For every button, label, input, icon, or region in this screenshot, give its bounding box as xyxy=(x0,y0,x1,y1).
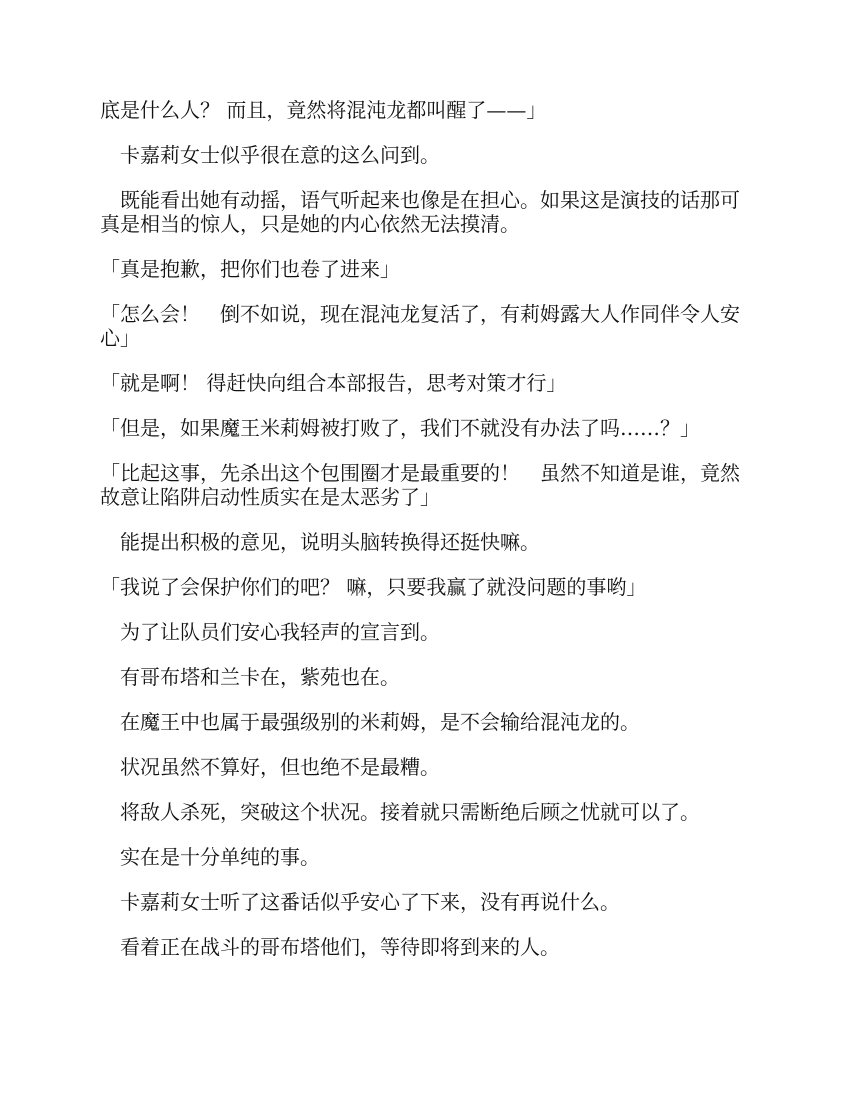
paragraph: 「比起这事，先杀出这个包围圈才是最重要的！ 虽然不知道是谁，竟然故意让陷阱启动性质实在是太恶劣了」 xyxy=(100,461,740,509)
paragraph: 在魔王中也属于最强级别的米莉姆，是不会输给混沌龙的。 xyxy=(100,710,640,734)
paragraph: 底是什么人？ 而且，竟然将混沌龙都叫醒了——」 xyxy=(100,98,547,122)
paragraph: 卡嘉莉女士似乎很在意的这么问到。 xyxy=(100,143,440,167)
paragraph: 卡嘉莉女士听了这番话似乎安心了下来，没有再说什么。 xyxy=(100,890,620,914)
document-page xyxy=(100,98,752,980)
paragraph: 将敌人杀死，突破这个状况。接着就只需断绝后顾之忧就可以了。 xyxy=(100,800,700,824)
paragraph: 看着正在战斗的哥布塔他们，等待即将到来的人。 xyxy=(100,935,560,959)
paragraph: 「我说了会保护你们的吧？ 嘛，只要我赢了就没问题的事哟」 xyxy=(100,575,647,599)
paragraph: 为了让队员们安心我轻声的宣言到。 xyxy=(100,620,440,644)
paragraph: 状况虽然不算好，但也绝不是最糟。 xyxy=(100,755,440,779)
paragraph: 能提出积极的意见，说明头脑转换得还挺快嘛。 xyxy=(100,530,540,554)
paragraph: 有哥布塔和兰卡在，紫苑也在。 xyxy=(100,665,400,689)
paragraph: 「但是，如果魔王米莉姆被打败了，我们不就没有办法了吗……？」 xyxy=(100,416,700,440)
paragraph: 「就是啊！ 得赶快向组合本部报告，思考对策才行」 xyxy=(100,371,567,395)
paragraph: 既能看出她有动摇，语气听起来也像是在担心。如果这是演技的话那可真是相当的惊人，只是她的内心依然无法摸清。 xyxy=(100,188,740,236)
paragraph: 「怎么会！ 倒不如说，现在混沌龙复活了，有莉姆露大人作同伴令人安心」 xyxy=(100,302,740,350)
paragraph: 实在是十分单纯的事。 xyxy=(100,845,320,869)
paragraph: 「真是抱歉，把你们也卷了进来」 xyxy=(100,257,400,281)
